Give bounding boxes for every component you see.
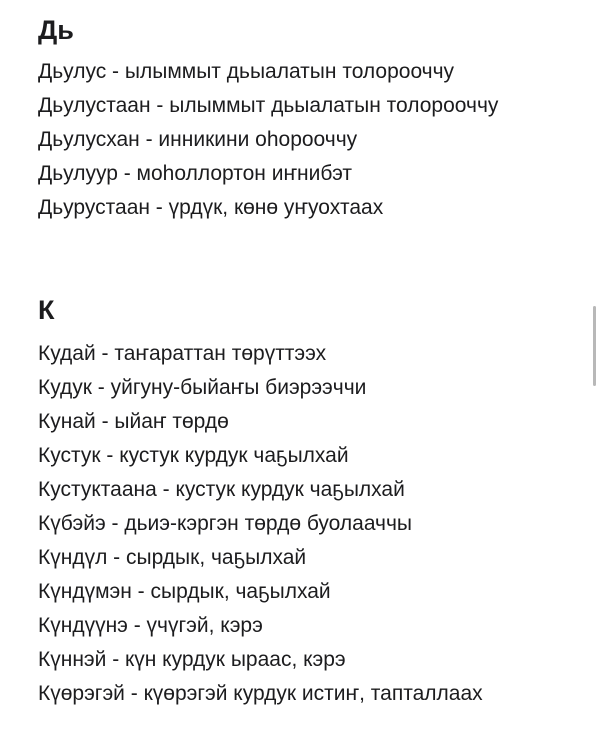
name-entry: Күндүмэн - сырдык, чаҕылхай — [38, 580, 331, 603]
vertical-scrollbar[interactable] — [593, 306, 596, 386]
name-entry: Дьулусхан - инникини оһорооччу — [38, 128, 358, 151]
name-entry: Дьулус - ылыммыт дьыалатын толорооччу — [38, 60, 455, 83]
name-entry: Күндүл - сырдык, чаҕылхай — [38, 546, 307, 569]
section-heading-dy: Дь — [38, 15, 74, 45]
name-entry: Кунай - ыйаҥ төрдө — [38, 410, 229, 433]
name-entry: Күннэй - күн курдук ыраас, кэрэ — [38, 648, 346, 671]
name-entry: Күндүүнэ - үчүгэй, кэрэ — [38, 614, 263, 637]
name-entry: Кустук - кустук курдук чаҕылхай — [38, 444, 349, 467]
section-dy-entries — [38, 55, 518, 225]
name-entry: Дьулуур - моһоллортон иҥнибэт — [38, 162, 353, 185]
section-k-entries — [38, 337, 518, 711]
name-entry: Кудук - уйгуну-быйаҥы биэрээччи — [38, 376, 367, 399]
name-entry: Күбэйэ - дьиэ-кэргэн төрдө буолааччы — [38, 512, 413, 535]
name-entry: Дьурустаан - үрдүк, көнө уҥуохтаах — [38, 196, 384, 219]
section-heading-k: К — [38, 295, 55, 325]
name-entry: Дьулустаан - ылыммыт дьыалатын толорооччу — [38, 94, 499, 117]
name-entry: Күөрэгэй - күөрэгэй курдук истиҥ, тапталлаах — [38, 682, 483, 705]
name-entry: Кудай - таҥараттан төрүттээх — [38, 342, 327, 365]
name-entry: Кустуктаана - кустук курдук чаҕылхай — [38, 478, 405, 501]
